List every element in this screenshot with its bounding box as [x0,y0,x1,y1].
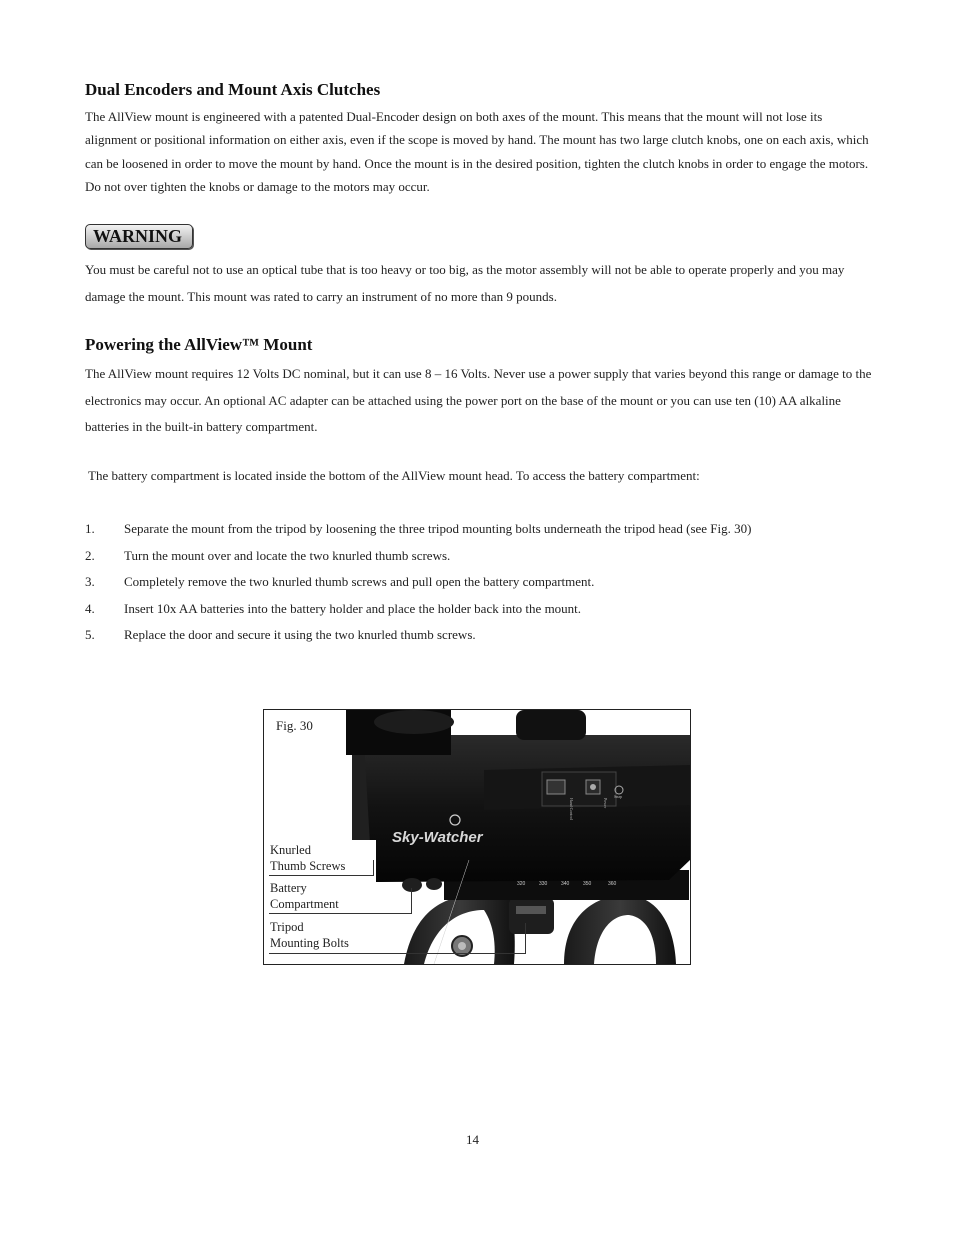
paragraph-battery-intro: The battery compartment is located inside the bottom of the AllView mount head. To access the battery compartment: [88,468,700,483]
figure-30 [263,709,691,965]
paragraph-powering: The AllView mount requires 12 Volts DC nominal, but it can use 8 – 16 Volts. Never use a power supply that varies beyond this range or damage to the electronics may occur. An optional AC adapter can be attached using the power port on the base of the mount or you can use ten (10) AA alkaline batteries in the built-in battery compartment. [85,366,872,434]
paragraph-dual-encoders: The AllView mount is engineered with a patented Dual-Encoder design on both axes of the mount. This means that the mount will not lose its alignment or positional information on either axis, even if the scope is moved by hand. The mount has two large clutch knobs, one on each axis, which can be loosened in order to move the mount by hand. Once the mount is in the desired position, tighten the clutch knobs in order to engage the motors. Do not over tighten the knobs or damage to the motors may occur. [85,109,869,194]
callout-line [373,860,374,876]
step-text: Replace the door and secure it using the two knurled thumb screws. [124,627,476,642]
figure-label: Fig. 30 [276,718,313,733]
bolt-center-icon [458,942,466,950]
callout-line [269,953,525,954]
paragraph-warning: You must be careful not to use an optical tube that is too heavy or too big, as the motor assembly will not be able to operate properly and you may damage the mount. This mount was rated to carry an instrument of no more than 9 pounds. [85,262,845,304]
thumb-screw-icon [402,878,422,892]
center-bolt-thread [516,906,546,914]
power-pin-icon [590,784,596,790]
scale-tick-label: 320 [517,881,526,887]
knob-top [374,710,454,734]
scale-tick-label: 350 [583,881,592,887]
callout-line [411,888,412,914]
section-heading-dual-encoders: Dual Encoders and Mount Axis Clutches [85,80,381,99]
callout-line [525,923,526,954]
callout-text: Mounting Bolts [270,936,349,950]
scale-tick-label: 340 [561,881,570,887]
callout-text: Compartment [270,897,339,911]
port-label-power: Power [603,798,608,809]
port-label-snap: Snap [614,794,622,799]
step-text: Turn the mount over and locate the two knurled thumb screws. [124,547,451,563]
step-number: 5. [85,627,95,642]
step-text: Completely remove the two knurled thumb screws and pull open the battery compartment. [124,574,595,589]
callout-tripod-mounting-bolts [270,919,349,951]
warning-badge-label: WARNING [93,226,183,246]
step-number: 3. [85,574,95,589]
thumb-screw-icon [426,878,442,890]
step-number: 2. [85,547,95,563]
callout-text: Knurled [270,843,311,857]
callout-text: Thumb Screws [270,859,346,873]
warning-badge [85,224,193,249]
hand-control-port-icon [547,780,565,794]
step-text: Separate the mount from the tripod by loosening the three tripod mounting bolts underneath the tripod head (see Fig. 30) [124,521,752,536]
brand-logo-text: Sky-Watcher [392,829,483,846]
scale-tick-label: 360 [608,881,617,887]
callout-line [269,875,373,876]
scale-tick-label: 330 [539,881,548,887]
page-number: 14 [466,1132,479,1147]
callout-line [269,913,411,914]
callout-battery-compartment [270,880,339,912]
callout-knurled-thumb-screws [270,842,345,874]
step-number: 4. [85,600,95,616]
section-heading-powering: Powering the AllView™ Mount [85,335,313,354]
port-label-hand-control: Hand Control [569,798,574,820]
step-text: Insert 10x AA batteries into the battery holder and place the holder back into the mount. [124,600,582,616]
center-bolt [509,898,554,934]
clutch-knob-right [516,710,586,740]
step-number: 1. [85,521,95,536]
callout-text: Battery [270,881,307,895]
callout-text: Tripod [270,920,304,934]
callout-backdrop-lower [346,840,376,964]
